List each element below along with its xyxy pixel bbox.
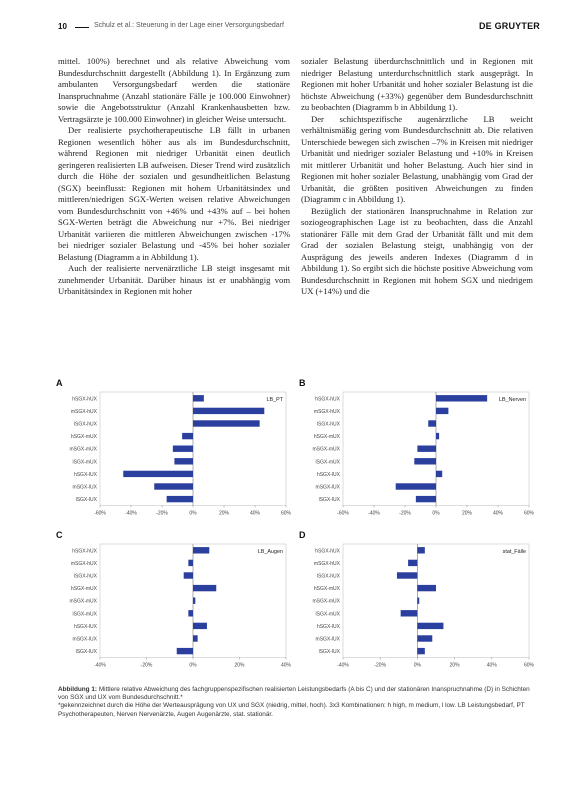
category-label: mSGX-hUX (313, 408, 340, 415)
category-label: hSGX-hUX (72, 396, 97, 403)
series-label: LB_Augen (257, 549, 283, 555)
right-text-column (301, 56, 533, 362)
x-tick-label: 20% (234, 662, 245, 669)
bar (193, 408, 264, 414)
category-label: hSGX-lUX (316, 471, 340, 478)
publisher-logo: DE GRUYTER (478, 21, 540, 31)
category-label: lSGX-lUX (75, 649, 97, 656)
bar (174, 458, 193, 464)
figure-caption (58, 686, 540, 719)
category-label: mSGX-lUX (72, 636, 97, 643)
paragraph: Der realisierte psychotherapeutische LB fällt in urbanen Regionen wesentlich höher aus als im Bundesdurchschnitt, während Regionen mit niedriger Urbanität einen deutlich geringeren realisierten LB aufweisen. Dieser Trend wird zusätzlich durch die Höhe der sozialen und gesundheitlichen Belastung (SGX) beeinflusst: Regionen mit hohem Urbanitätsindex und mittleren/niedrigen SGX-Werten weisen relative Abweichungen vom Bundesdurchschnitt von +46% und +43% auf – bei hohen SGX-Werten beträgt die Abweichung nur +7%. Bei niedriger Urbanität variieren die mittleren Abweichungen zwischen -17% bei niedriger sozialer Belastung und -45% bei hoher sozialer Belastung (Diagramm a in Abbildung 1). (58, 125, 290, 262)
x-tick-label: -20% (374, 662, 387, 669)
category-label: mSGX-lUX (315, 636, 340, 643)
category-label: lSGX-hUX (73, 421, 97, 428)
category-label: hSGX-hUX (315, 548, 340, 555)
x-tick-label: -40% (94, 662, 106, 669)
category-label: lSGX-lUX (318, 649, 340, 656)
category-label: mSGX-hUX (70, 408, 97, 415)
category-label: hSGX-hUX (315, 396, 340, 403)
paragraph: Auch der realisierte nervenärztliche LB steigt insgesamt mit zunehmender Urbanität. Darüber hinaus ist er unabhängig vom Urbanitätsindex in Regionen mit hoher (58, 263, 290, 296)
category-label: mSGX-lUX (72, 484, 97, 491)
category-label: hSGX-lUX (73, 623, 97, 630)
page-header (58, 22, 540, 36)
x-tick-label: -20% (156, 510, 168, 517)
bar (173, 446, 193, 452)
category-label: mSGX-mUX (69, 598, 97, 605)
category-label: lSGX-mUX (315, 611, 340, 618)
bar (188, 560, 193, 566)
x-tick-label: 60% (280, 510, 292, 517)
category-label: lSGX-mUX (315, 459, 340, 466)
category-label: hSGX-hUX (72, 548, 97, 555)
chart-panel-d (299, 530, 535, 674)
bar (397, 572, 417, 578)
bar (417, 585, 436, 591)
category-label: lSGX-hUX (316, 573, 340, 580)
x-tick-label: 0% (189, 510, 197, 517)
panel-label: D (299, 530, 306, 540)
bar (417, 547, 424, 553)
panel-label: B (299, 378, 306, 388)
x-tick-label: -40% (337, 662, 349, 669)
category-label: hSGX-lUX (73, 471, 97, 478)
panel-label: C (56, 530, 63, 540)
x-tick-label: 40% (492, 510, 504, 517)
bar (416, 496, 436, 502)
bar-chart (301, 536, 533, 674)
category-label: mSGX-hUX (70, 560, 97, 567)
bar-chart (58, 536, 290, 674)
bar (436, 395, 487, 401)
x-tick-label: 0% (413, 662, 422, 669)
bar-chart (301, 384, 533, 522)
plot-frame (343, 544, 529, 657)
panel-label: A (56, 378, 63, 388)
category-label: hSGX-mUX (70, 434, 97, 441)
chart-panel-a (56, 378, 292, 522)
bar (193, 547, 209, 553)
caption-label: Abbildung 1: (58, 686, 98, 693)
bar (184, 572, 193, 578)
page-number: 10 (58, 22, 67, 31)
x-tick-label: 0% (432, 510, 440, 517)
x-tick-label: 20% (218, 510, 230, 517)
category-label: mSGX-hUX (313, 560, 340, 567)
left-text-column (58, 56, 290, 362)
x-tick-label: 40% (486, 662, 497, 669)
bar (193, 623, 207, 629)
category-label: lSGX-mUX (72, 611, 97, 618)
bar (396, 483, 436, 489)
category-label: lSGX-hUX (316, 421, 340, 428)
bar (123, 471, 193, 477)
category-label: lSGX-lUX (75, 497, 97, 504)
category-label: lSGX-hUX (73, 573, 97, 580)
x-tick-label: 60% (523, 662, 535, 669)
paragraph: mittel. 100%) berechnet und als relative Abweichung vom Bundesdurchschnitt dargestellt (Abbildung 1). In Ergänzung zum ambulanten Versorgungsbedarf werden die stationäre Inanspruchnahme (Anzahl stationäre Fälle je 100.000 Einwohner) sowie die Angebotsstruktur (Anzahl Krankenhausbetten bzw. Vertragsärzte je 100.000 Einwohner) in gleicher Weise untersucht. (58, 56, 290, 124)
category-label: mSGX-mUX (312, 598, 340, 605)
x-tick-label: 20% (449, 662, 460, 669)
bar (436, 408, 448, 414)
bar (417, 635, 432, 641)
category-label: hSGX-mUX (313, 434, 340, 441)
bar (414, 458, 436, 464)
bar (417, 598, 419, 604)
category-label: hSGX-mUX (313, 586, 340, 593)
paragraph: Bezüglich der stationären Inanspruchnahme in Relation zur soziogeographischen Lage ist zu beobachten, dass die Anzahl stationärer Fälle mit dem Grad der Urbanität fällt und mit dem Grad der sozialen Belastung steigt, unabhängig von der Ausprägung des jeweils anderen Indexes (Diagramm d in Abbildung 1). So ergibt sich die höchste positive Abweichung vom Bundesdurchschnitt in Regionen mit hohem SGX und niedrigem UX (+14%) und die (301, 205, 533, 296)
bar (417, 446, 436, 452)
running-title: Schulz et al.: Steuerung in der Lage einer Versorgungsbedarf (94, 22, 284, 29)
x-tick-label: -60% (94, 510, 106, 517)
x-tick-label: -40% (368, 510, 380, 517)
header-rule (75, 27, 89, 28)
category-label: lSGX-lUX (318, 497, 340, 504)
caption-line-1: Mittlere relative Abweichung des fachgruppenspezifischen realisierten Leistungsbedarfs (A bis C) und der stationären Inanspruchnahme (D) in Schichten von SGX und UX vom Bundesdurchschnitt.* (58, 686, 530, 702)
bar-chart (58, 384, 290, 522)
paragraph: sozialer Belastung überdurchschnittlich und in Regionen mit niedriger Belastung unterdurchschnittlich stark ausgeprägt. In Regionen mit hoher Urbanität und hoher sozialer Belastung ist die höchste Abweichung (+33%) gegenüber dem Bundesdurchschnitt zu beobachten (Diagramm b in Abbildung 1). (301, 56, 533, 112)
bar (154, 483, 193, 489)
bar (193, 585, 216, 591)
bar (188, 610, 193, 616)
x-tick-label: 60% (523, 510, 535, 517)
paragraph: Der schichtspezifische augenärztliche LB weicht verhältnismäßig gering vom Bundesdurchschnitt ab. Die relativen Unterschiede bewegen sich zwischen –7% in Kreisen mit niedriger Urbanität und niedriger sozialer Belastung und +10% in Kreisen mit mittlerer Urbanität und hoher Belastung. Auch hier sind in Regionen mit hoher sozialer Belastung, unabhängig vom Grad der Urbanität, die größten positiven Abweichungen zu finden (Diagramm c in Abbildung 1). (301, 113, 533, 204)
x-tick-label: -20% (399, 510, 411, 517)
bar (167, 496, 193, 502)
x-tick-label: -20% (140, 662, 153, 669)
bar (193, 395, 204, 401)
bar (436, 471, 442, 477)
bar (428, 420, 436, 426)
bar (193, 598, 195, 604)
bar (417, 648, 424, 654)
series-label: stat_Fälle (502, 549, 526, 555)
series-label: LB_PT (266, 397, 283, 403)
bar (401, 610, 418, 616)
chart-panel-b (299, 378, 535, 522)
x-tick-label: 0% (189, 662, 197, 669)
bar (436, 433, 439, 439)
category-label: lSGX-mUX (72, 459, 97, 466)
category-label: mSGX-mUX (312, 446, 340, 453)
bar (193, 635, 198, 641)
bar (417, 623, 443, 629)
bar (193, 420, 260, 426)
figure-1 (56, 378, 540, 680)
x-tick-label: 40% (280, 662, 292, 669)
bar (182, 433, 193, 439)
series-label: LB_Nerven (499, 397, 526, 403)
caption-line-2: *gekennzeichnet durch die Höhe der Werteausprägung von UX und SGX (niedrig, mittel, hoch). 3x3 Kombinationen: h high, m medium, l low. LB Leistungsbedarf, PT Psychotherapeuten, Nerven Nervenärzte, Augen Augenärzte, stat. stationär. (58, 702, 525, 718)
x-tick-label: -40% (125, 510, 137, 517)
category-label: mSGX-lUX (315, 484, 340, 491)
category-label: hSGX-lUX (316, 623, 340, 630)
bar (177, 648, 193, 654)
chart-panel-c (56, 530, 292, 674)
x-tick-label: 40% (249, 510, 261, 517)
x-tick-label: 20% (461, 510, 473, 517)
bar (408, 560, 417, 566)
category-label: hSGX-mUX (70, 586, 97, 593)
x-tick-label: -60% (337, 510, 349, 517)
category-label: mSGX-mUX (69, 446, 97, 453)
